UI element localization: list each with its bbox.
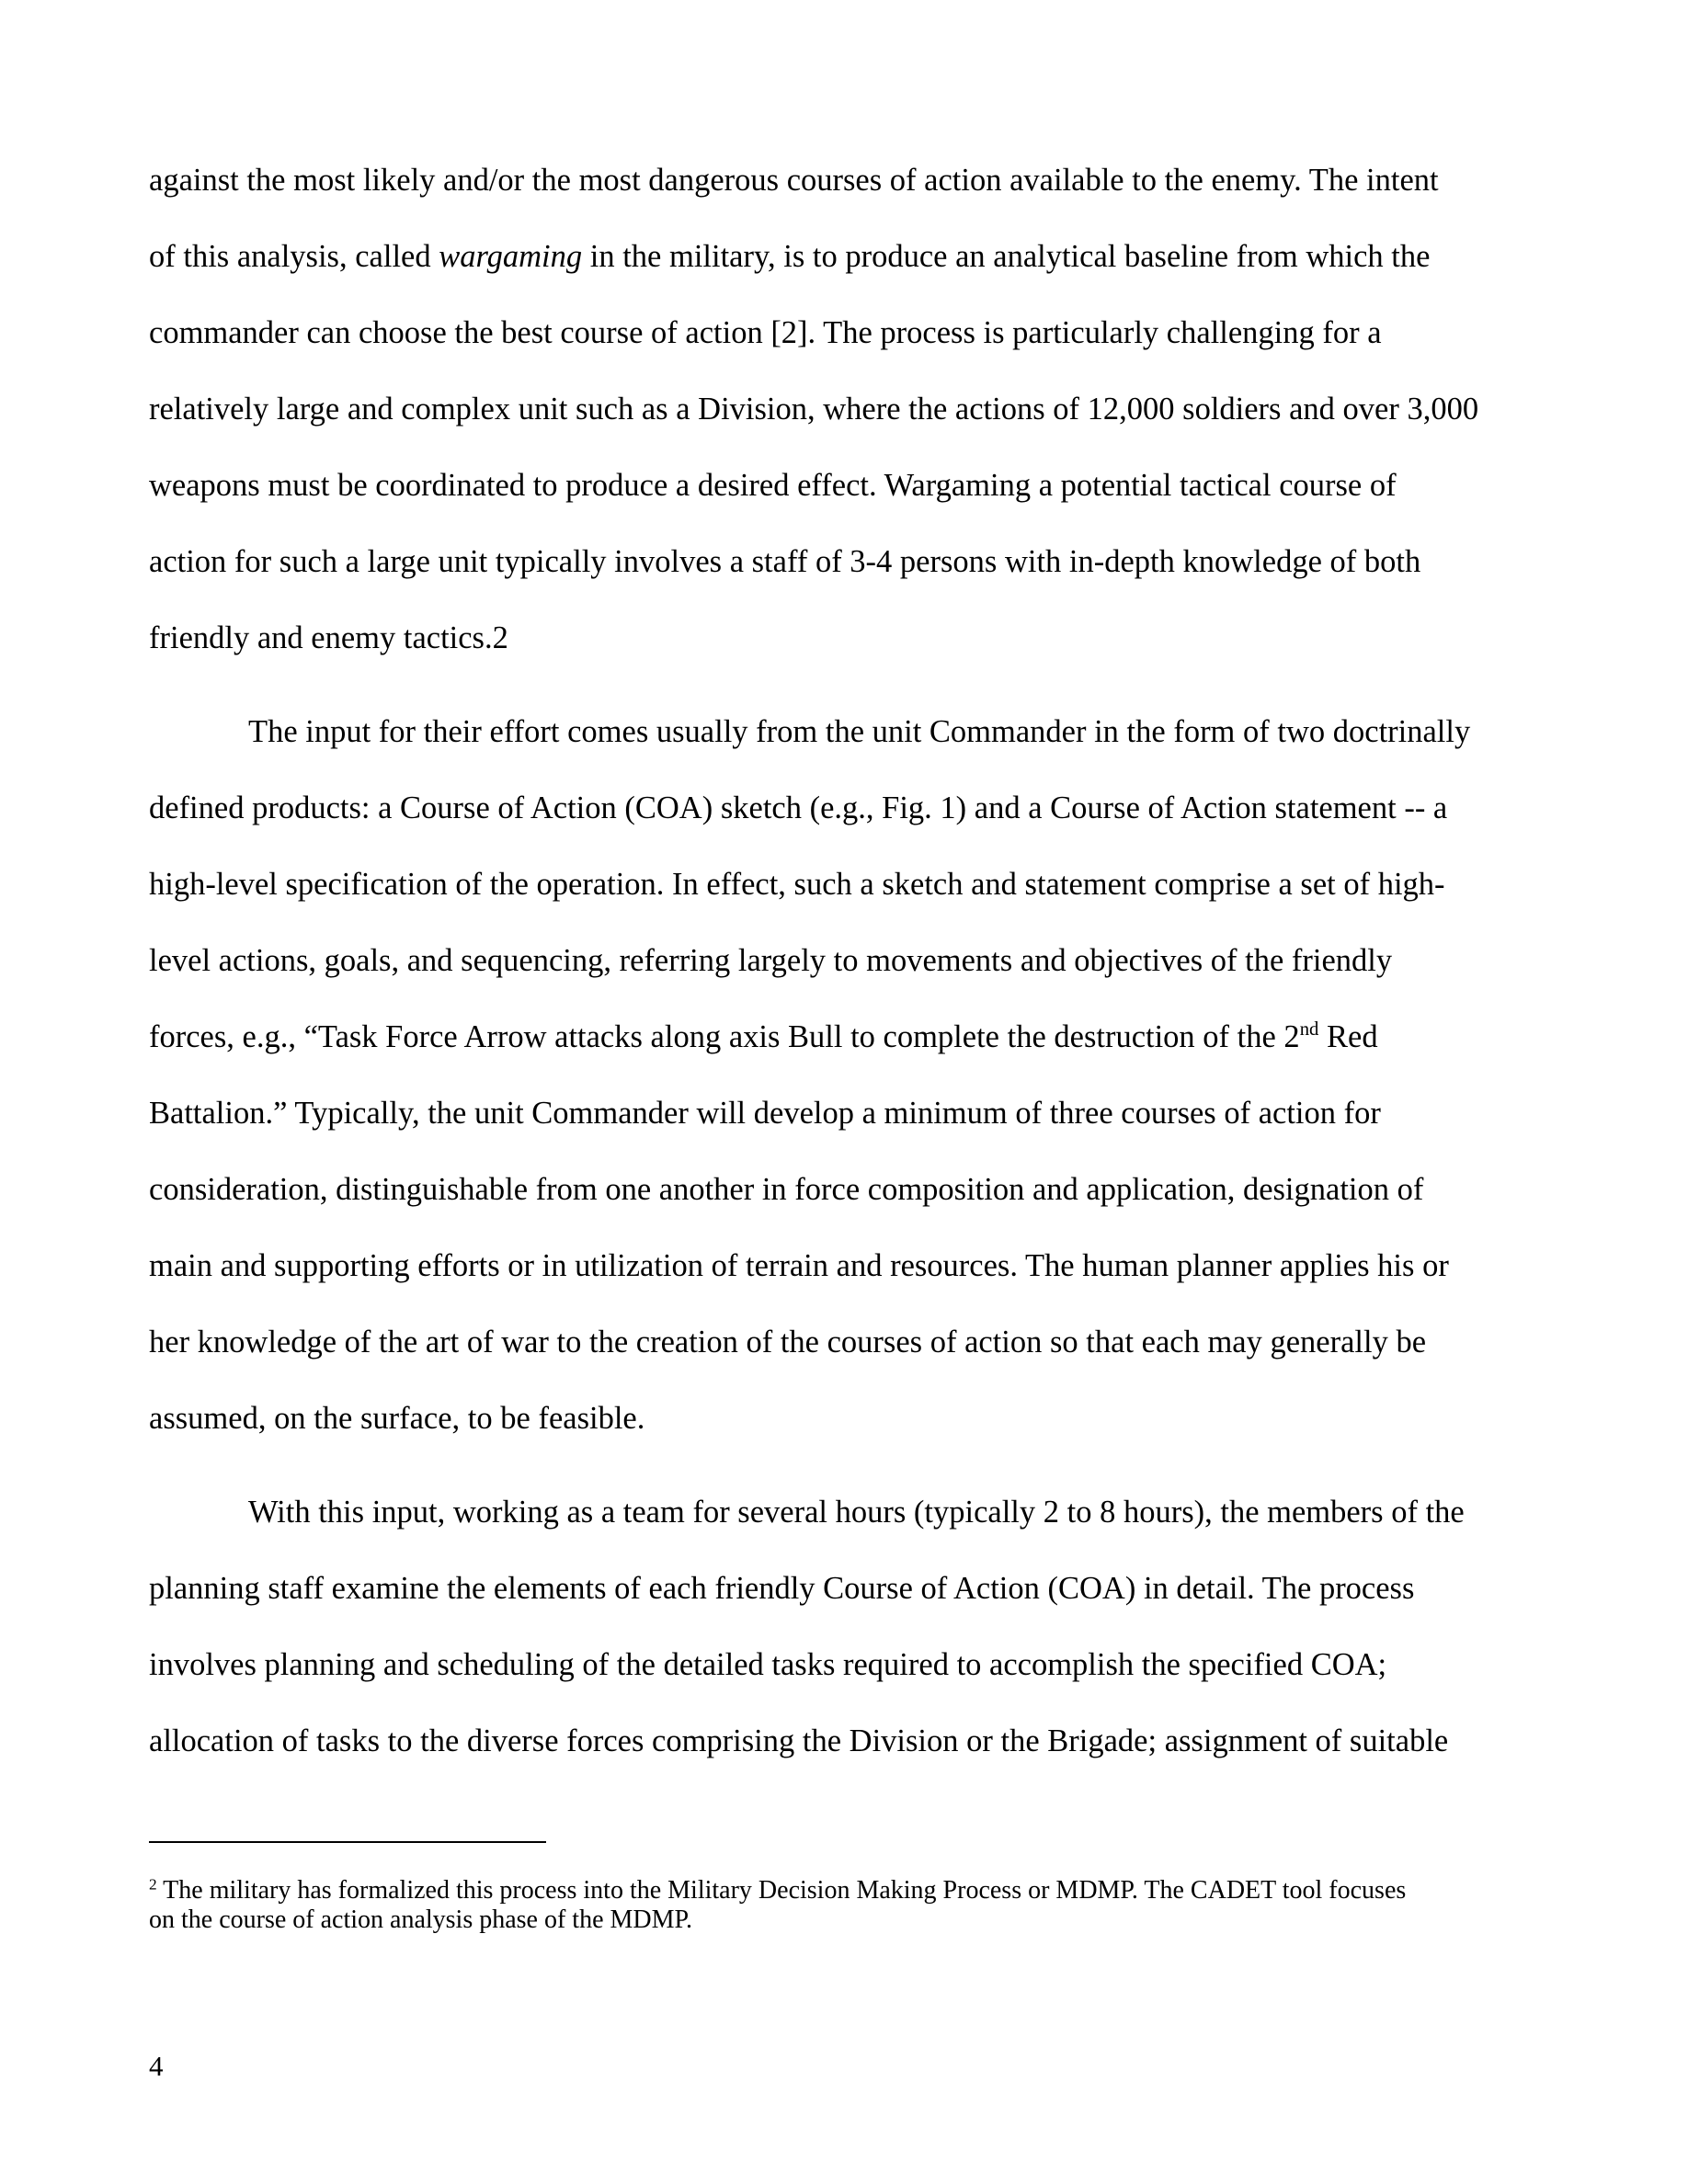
text-run: The military has formalized this process into the Military Decision Making Process or MDMP. The CADET tool focuses	[156, 1876, 1407, 1905]
text-line: assumed, on the surface, to be feasible.	[149, 1401, 645, 1436]
text-line: relatively large and complex unit such as a Division, where the actions of 12,000 soldiers and over 3,000	[149, 392, 1479, 427]
text-line: Battalion.” Typically, the unit Commander will develop a minimum of three courses of action for	[149, 1096, 1381, 1131]
footnote-line	[149, 1876, 1565, 1905]
text-line: friendly and enemy tactics.2	[149, 620, 508, 655]
text-line	[149, 999, 1556, 1075]
text-line: level actions, goals, and sequencing, referring largely to movements and objectives of the friendly	[149, 943, 1393, 978]
text-run: Red	[1318, 1019, 1378, 1054]
text-line: high-level specification of the operation. In effect, such a sketch and statement comprise a set of high-	[149, 867, 1445, 902]
italic-term: wargaming	[439, 239, 583, 274]
text-line: With this input, working as a team for several hours (typically 2 to 8 hours), the members of the	[248, 1495, 1465, 1530]
body-text	[149, 142, 1556, 1780]
text-line: her knowledge of the art of war to the creation of the courses of action so that each may generally be	[149, 1325, 1427, 1359]
text-run: forces, e.g., “Task Force Arrow attacks along axis Bull to complete the destruction of the 2	[149, 1019, 1300, 1054]
text-line: involves planning and scheduling of the detailed tasks required to accomplish the specified COA;	[149, 1647, 1387, 1682]
text-line: The input for their effort comes usually from the unit Commander in the form of two doctrinally	[248, 714, 1471, 749]
page-number: 4	[149, 2050, 164, 2082]
text-line: allocation of tasks to the diverse forces comprising the Division or the Brigade; assignment of suitable	[149, 1723, 1449, 1758]
paragraph-2	[149, 694, 1556, 1457]
footnote-marker: 2	[149, 1875, 157, 1894]
text-line: main and supporting efforts or in utilization of terrain and resources. The human planner applies his or	[149, 1248, 1449, 1283]
footnote-line: on the course of action analysis phase of the MDMP.	[149, 1905, 692, 1934]
text-line: defined products: a Course of Action (COA) sketch (e.g., Fig. 1) and a Course of Action statement -- a	[149, 791, 1448, 825]
paragraph-3	[149, 1474, 1556, 1780]
ordinal-superscript: nd	[1299, 1019, 1319, 1041]
text-line: weapons must be coordinated to produce a desired effect. Wargaming a potential tactical course of	[149, 468, 1397, 503]
text-line: action for such a large unit typically involves a staff of 3-4 persons with in-depth knowledge of both	[149, 544, 1421, 579]
paragraph-1	[149, 142, 1556, 677]
footnote	[149, 1876, 1565, 1935]
text-run: of this analysis, called	[149, 239, 439, 274]
text-line: planning staff examine the elements of each friendly Course of Action (COA) in detail. The process	[149, 1571, 1415, 1606]
text-run: in the military, is to produce an analytical baseline from which the	[582, 239, 1431, 274]
footnote-divider	[149, 1841, 546, 1843]
text-line: commander can choose the best course of action [2]. The process is particularly challenging for a	[149, 315, 1382, 350]
text-line: against the most likely and/or the most dangerous courses of action available to the enemy. The intent	[149, 163, 1439, 198]
text-line: consideration, distinguishable from one another in force composition and application, designation of	[149, 1172, 1424, 1207]
text-line	[149, 219, 1556, 295]
